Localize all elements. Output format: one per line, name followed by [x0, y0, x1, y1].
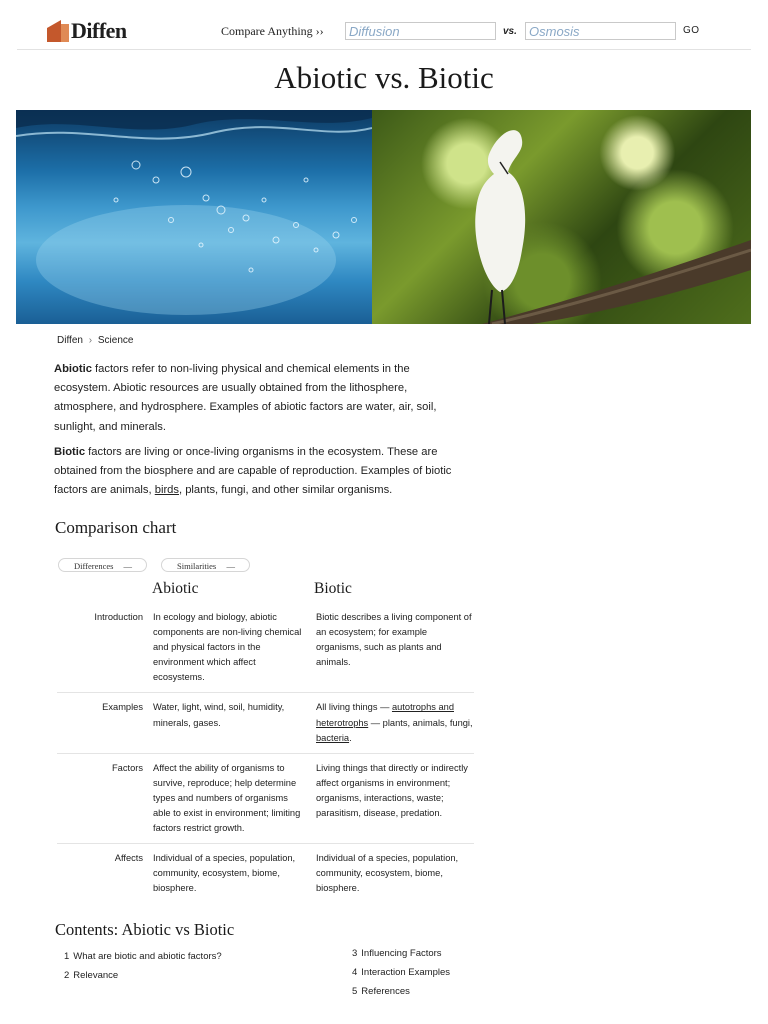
toc-number: 2 [64, 970, 70, 981]
biotic-cell-text: . [349, 732, 352, 743]
collapse-icon: — [123, 561, 132, 571]
table-row-affects [57, 844, 474, 904]
abiotic-description: factors refer to non-living physical and chemical elements in the ecosystem. Abiotic resources are usually obtained from the lithosphere, atmosphere, and hydrosphere. Examples of abiotic factors are water, air, soil, sunlight, and minerals. [54, 363, 437, 433]
autotrophs-heterotrophs-link[interactable]: autotrophs and heterotrophs [316, 702, 454, 728]
water-photo [16, 110, 372, 324]
abiotic-cell: In ecology and biology, abiotic components are non-living chemical and physical factors in the environment which affect ecosystems. [153, 612, 302, 683]
egret-illustration [372, 110, 751, 324]
row-label: Introduction [94, 612, 143, 622]
contents-heading: Contents: Abiotic vs Biotic [55, 920, 235, 939]
bacteria-link[interactable]: bacteria [316, 732, 350, 743]
hero-image [16, 110, 751, 324]
toc-item[interactable] [64, 970, 222, 989]
abiotic-term: Abiotic [54, 363, 92, 375]
comparison-table [57, 603, 474, 904]
biotic-description-a: factors are living or once-living organisms in the ecosystem. These are obtained from the biosphere and are capable of reproduction. Examples of biotic factors are animals, [54, 446, 452, 497]
biotic-cell-text: All living things — [316, 702, 392, 713]
contents-list-left [64, 951, 222, 989]
toc-number: 1 [64, 951, 70, 962]
abiotic-cell: Affect the ability of organisms to survive, reproduce; help determine types and numbers of organisms able to exist in environment; limiting factors restrict growth. [153, 753, 316, 843]
toc-label: Relevance [73, 970, 119, 981]
abiotic-cell: Individual of a species, population, community, ecosystem, biome, biosphere. [153, 844, 316, 904]
differences-toggle-label: Differences [74, 561, 114, 571]
collapse-icon: — [226, 561, 235, 571]
toc-label: Interaction Examples [361, 967, 451, 978]
biotic-term: Biotic [54, 446, 86, 458]
header-divider [17, 49, 751, 50]
biotic-cell [316, 693, 474, 753]
toc-label: What are biotic and abiotic factors? [73, 951, 222, 962]
toc-number: 3 [352, 948, 358, 959]
table-row-examples [57, 693, 474, 753]
compare-input-a[interactable] [345, 22, 496, 40]
toc-number: 5 [352, 986, 358, 997]
differences-toggle[interactable] [58, 558, 147, 572]
biotic-description-b: , plants, fungi, and other similar organisms. [178, 484, 393, 497]
column-header-abiotic: Abiotic [152, 580, 199, 597]
comparison-chart-heading: Comparison chart [55, 518, 177, 537]
egret-photo [372, 110, 751, 324]
toc-item[interactable] [352, 967, 450, 986]
contents-list-right [352, 948, 450, 1005]
column-header-biotic: Biotic [314, 580, 352, 597]
abiotic-cell: Water, light, wind, soil, humidity, minerals, gases. [153, 693, 316, 753]
table-row-introduction [57, 603, 474, 693]
similarities-toggle[interactable] [161, 558, 250, 572]
toc-item[interactable] [352, 948, 450, 967]
breadcrumb-link-science[interactable]: Science [97, 335, 134, 346]
breadcrumb-link-diffen[interactable]: Diffen [57, 335, 83, 346]
logo-mark-icon [47, 20, 69, 42]
toc-label: Influencing Factors [361, 948, 442, 959]
compare-anything-label: Compare Anything ›› [221, 24, 324, 38]
go-button[interactable]: GO [683, 25, 700, 36]
table-row-factors [57, 753, 474, 843]
biotic-cell-text: — plants, animals, fungi, [368, 717, 473, 728]
water-bubbles-illustration [16, 110, 372, 324]
toc-label: References [361, 986, 410, 997]
row-label: Affects [57, 844, 153, 904]
row-label: Examples [57, 693, 153, 753]
biotic-cell: Living things that directly or indirectly affect organisms in environment; organisms, interactions, waste; parasitism, disease, predation. [316, 753, 474, 843]
biotic-cell: Biotic describes a living component of an ecosystem; for example organisms, such as plants and animals. [316, 612, 472, 668]
row-label: Factors [57, 753, 153, 843]
logo-text: Diffen [71, 18, 127, 43]
intro-paragraph-abiotic [54, 360, 454, 437]
toc-item[interactable] [352, 986, 450, 1005]
intro-paragraph-biotic [54, 443, 454, 501]
toc-item[interactable] [64, 951, 222, 970]
compare-input-b[interactable] [525, 22, 676, 40]
page-title: Abiotic vs. Biotic [274, 60, 494, 95]
breadcrumb-separator-icon: › [88, 335, 93, 346]
birds-link[interactable]: birds [154, 484, 179, 497]
similarities-toggle-label: Similarities [177, 561, 217, 571]
toc-number: 4 [352, 967, 358, 978]
vs-label: vs. [503, 26, 517, 37]
breadcrumb [57, 335, 136, 346]
site-header [0, 0, 768, 49]
site-logo[interactable] [47, 18, 127, 44]
biotic-cell: Individual of a species, population, community, ecosystem, biome, biosphere. [316, 844, 474, 904]
